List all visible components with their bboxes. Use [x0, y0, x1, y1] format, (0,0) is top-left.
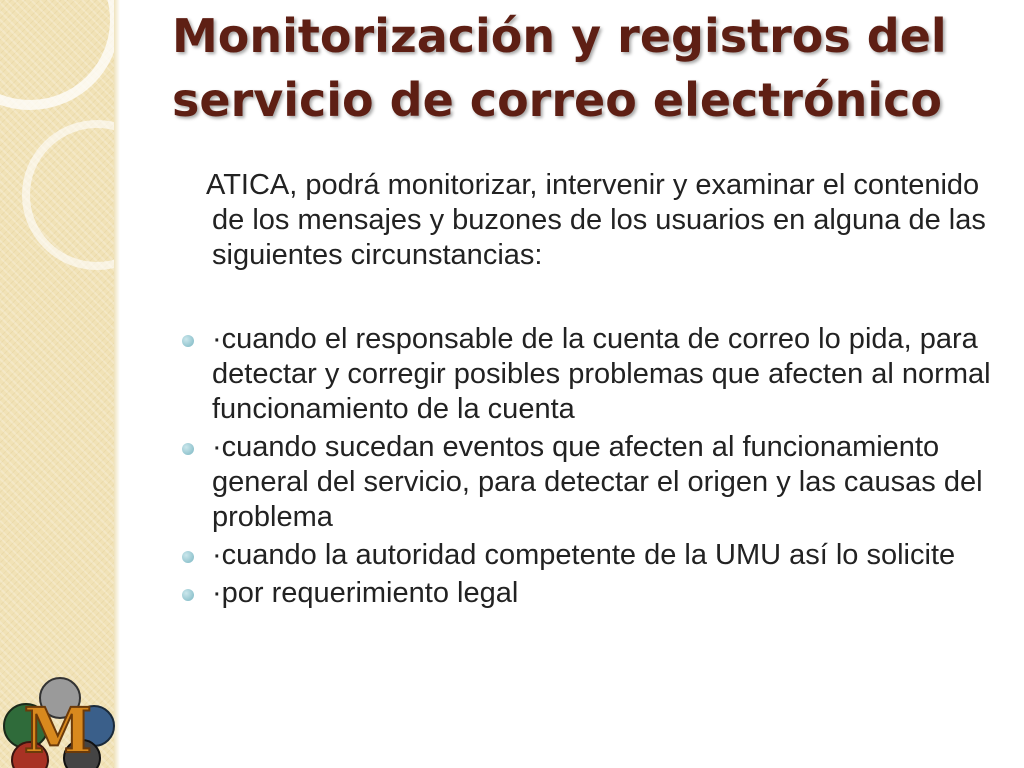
decorative-sidebar [0, 0, 115, 768]
bullet-text: ·por requerimiento legal [212, 577, 519, 609]
magic-logo-icon [0, 676, 118, 768]
list-item [182, 538, 1002, 573]
bullet-icon [182, 335, 194, 347]
list-item [182, 576, 1002, 611]
decorative-ring [0, 0, 120, 110]
bullet-text: ·cuando la autoridad competente de la UMU así lo solicite [212, 539, 956, 571]
sidebar-edge [114, 0, 120, 768]
bullet-icon [182, 443, 194, 455]
bullet-icon [182, 589, 194, 601]
bullet-list [182, 322, 1002, 614]
decorative-ring [22, 120, 172, 270]
intro-paragraph: ATICA, podrá monitorizar, intervenir y examinar el contenido de los mensajes y buzones de los usuarios en alguna de las siguientes circunstancias: [206, 169, 986, 271]
logo-letter: M [23, 694, 93, 767]
list-item [182, 430, 1002, 535]
slide-title: Monitorización y registros del servicio de correo electrónico [172, 9, 947, 127]
bullet-text: ·cuando sucedan eventos que afecten al funcionamiento general del servicio, para detectar el origen y las causas del problema [212, 431, 983, 533]
bullet-text: ·cuando el responsable de la cuenta de correo lo pida, para detectar y corregir posibles problemas que afecten al normal funcionamiento de la cuenta [212, 323, 991, 425]
bullet-icon [182, 551, 194, 563]
list-item [182, 322, 1002, 427]
